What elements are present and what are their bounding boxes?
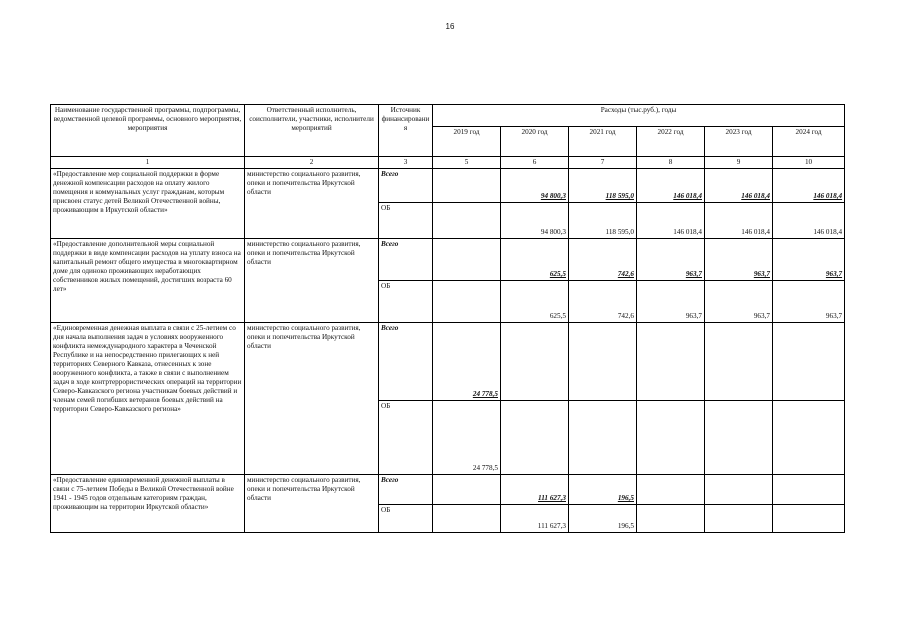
ob-value bbox=[433, 281, 501, 323]
ob-value bbox=[705, 401, 773, 475]
total-value: 118 595,0 bbox=[569, 169, 637, 203]
ob-value: 146 018,4 bbox=[637, 203, 705, 239]
ob-value: 625,5 bbox=[501, 281, 569, 323]
total-value: 146 018,4 bbox=[773, 169, 845, 203]
total-value bbox=[433, 475, 501, 505]
ob-value bbox=[433, 505, 501, 533]
ob-value: 963,7 bbox=[773, 281, 845, 323]
source-ob-label: ОБ bbox=[379, 505, 433, 533]
column-number: 2 bbox=[245, 157, 379, 169]
ob-value: 742,6 bbox=[569, 281, 637, 323]
total-value: 94 800,3 bbox=[501, 169, 569, 203]
header-year: 2021 год bbox=[569, 127, 637, 157]
ob-value: 196,5 bbox=[569, 505, 637, 533]
total-value bbox=[569, 323, 637, 401]
ob-value bbox=[705, 505, 773, 533]
header-year: 2020 год bbox=[501, 127, 569, 157]
ob-value bbox=[637, 505, 705, 533]
total-value: 146 018,4 bbox=[705, 169, 773, 203]
total-value bbox=[637, 323, 705, 401]
column-number: 10 bbox=[773, 157, 845, 169]
total-value: 111 627,3 bbox=[501, 475, 569, 505]
ob-value: 146 018,4 bbox=[773, 203, 845, 239]
ob-value bbox=[569, 401, 637, 475]
ob-value: 963,7 bbox=[705, 281, 773, 323]
source-ob-label: ОБ bbox=[379, 401, 433, 475]
table-row bbox=[51, 169, 845, 203]
total-value: 963,7 bbox=[773, 239, 845, 281]
ob-value: 146 018,4 bbox=[705, 203, 773, 239]
total-value bbox=[773, 323, 845, 401]
ob-value: 24 778,5 bbox=[433, 401, 501, 475]
ob-value: 94 800,3 bbox=[501, 203, 569, 239]
ob-value bbox=[637, 401, 705, 475]
ob-value bbox=[773, 505, 845, 533]
page-number: 16 bbox=[445, 22, 455, 31]
column-number: 6 bbox=[501, 157, 569, 169]
total-value bbox=[705, 323, 773, 401]
table-row bbox=[51, 239, 845, 281]
total-value bbox=[773, 475, 845, 505]
measure-name: «Единовременная денежная выплата в связи с 25-летием со дня начала выполнения задач в условиях вооруженного конфликта немеждународного характера в Чеченской Республике и на непосредственно прилегающих к ней территориях Северного Кавказа, отнесенных к зоне вооруженного конфликта, а также в связи с выполнением задач в ходе контртеррористических операций на территории Северо-Кавказского региона участникам боевых действий и членам семей погибших ветеранов боевых действий на территории Северо-Кавказского региона» bbox=[51, 323, 245, 475]
source-total-label: Всего bbox=[379, 239, 433, 281]
source-total-label: Всего bbox=[379, 323, 433, 401]
header-expenses: Расходы (тыс.руб.), годы bbox=[433, 105, 845, 127]
header-source: Источник финансировани я bbox=[379, 105, 433, 157]
header-year: 2019 год bbox=[433, 127, 501, 157]
measure-name: «Предоставление дополнительной меры социальной поддержки в виде компенсации расходов на уплату взноса на капитальный ремонт общего имущества в многоквартирном доме для одиноко проживающих неработающих собственников жилых помещений, достигших возраста 60 лет» bbox=[51, 239, 245, 323]
column-number: 9 bbox=[705, 157, 773, 169]
source-total-label: Всего bbox=[379, 169, 433, 203]
ob-value: 118 595,0 bbox=[569, 203, 637, 239]
executor-name: министерство социального развития, опеки и попечительства Иркутской области bbox=[245, 475, 379, 533]
column-number: 7 bbox=[569, 157, 637, 169]
header-executor: Ответственный исполнитель, соисполнители, участники, исполнители мероприятий bbox=[245, 105, 379, 157]
total-value: 963,7 bbox=[705, 239, 773, 281]
table-row bbox=[51, 475, 845, 505]
total-value: 742,6 bbox=[569, 239, 637, 281]
total-value: 963,7 bbox=[637, 239, 705, 281]
budget-table bbox=[50, 104, 845, 533]
total-value: 24 778,5 bbox=[433, 323, 501, 401]
total-value bbox=[433, 239, 501, 281]
executor-name: министерство социального развития, опеки и попечительства Иркутской области bbox=[245, 239, 379, 323]
total-value bbox=[637, 475, 705, 505]
table-row bbox=[51, 323, 845, 401]
measure-name: «Предоставление мер социальной поддержки в форме денежной компенсации расходов на оплату жилого помещения и коммунальных услуг гражданам, которым присвоен статус детей Великой Отечественной войны, проживающим в Иркутской области» bbox=[51, 169, 245, 239]
ob-value bbox=[501, 401, 569, 475]
total-value bbox=[501, 323, 569, 401]
header-year: 2023 год bbox=[705, 127, 773, 157]
column-number: 8 bbox=[637, 157, 705, 169]
total-value bbox=[705, 475, 773, 505]
measure-name: «Предоставление единовременной денежной выплаты в связи с 75-летием Победы в Великой Отечественной войне 1941 - 1945 годов отдельным категориям граждан, проживающим на территории Иркутской области» bbox=[51, 475, 245, 533]
column-numbers-row bbox=[51, 157, 845, 169]
column-number: 5 bbox=[433, 157, 501, 169]
ob-value bbox=[433, 203, 501, 239]
executor-name: министерство социального развития, опеки и попечительства Иркутской области bbox=[245, 169, 379, 239]
source-total-label: Всего bbox=[379, 475, 433, 505]
ob-value: 111 627,3 bbox=[501, 505, 569, 533]
header-year: 2022 год bbox=[637, 127, 705, 157]
column-number: 3 bbox=[379, 157, 433, 169]
header-name: Наименование государственной программы, подпрограммы, ведомственной целевой программы, основного мероприятия, мероприятия bbox=[51, 105, 245, 157]
total-value: 146 018,4 bbox=[637, 169, 705, 203]
column-number: 1 bbox=[51, 157, 245, 169]
total-value: 625,5 bbox=[501, 239, 569, 281]
total-value bbox=[433, 169, 501, 203]
ob-value bbox=[773, 401, 845, 475]
source-ob-label: ОБ bbox=[379, 203, 433, 239]
executor-name: министерство социального развития, опеки и попечительства Иркутской области bbox=[245, 323, 379, 475]
total-value: 196,5 bbox=[569, 475, 637, 505]
ob-value: 963,7 bbox=[637, 281, 705, 323]
header-year: 2024 год bbox=[773, 127, 845, 157]
source-ob-label: ОБ bbox=[379, 281, 433, 323]
